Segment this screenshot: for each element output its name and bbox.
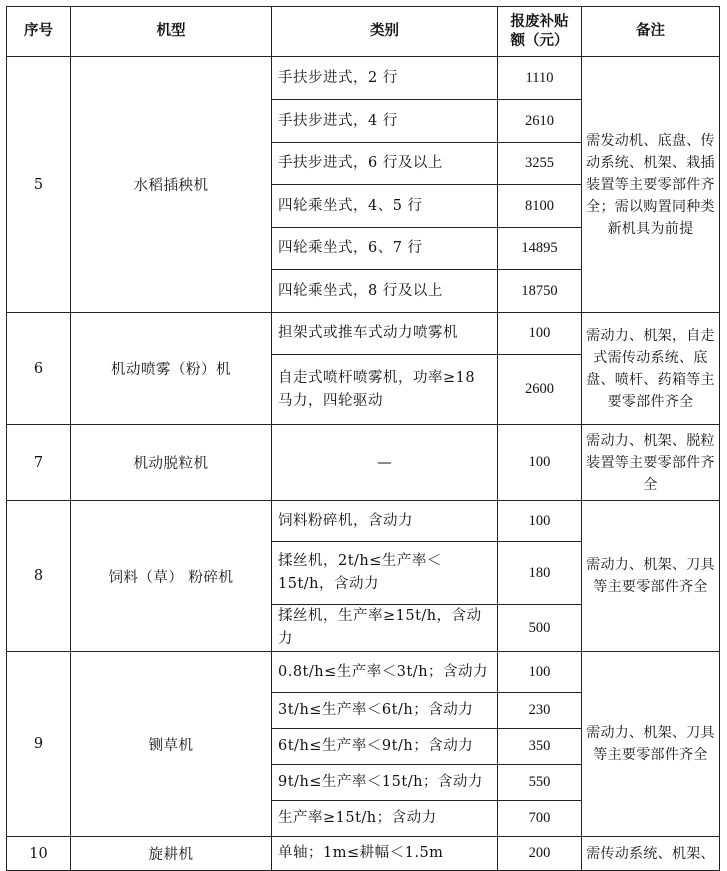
table-row bbox=[7, 425, 720, 501]
table-row bbox=[7, 501, 720, 542]
amount-cell: 100 bbox=[498, 501, 582, 542]
amount-cell: 100 bbox=[498, 313, 582, 355]
seq-cell: 7 bbox=[7, 425, 71, 501]
category-cell: 手扶步进式，6 行及以上 bbox=[272, 143, 498, 185]
remark-cell: 需动力、机架、刀具等主要零部件齐全 bbox=[582, 652, 720, 837]
amount-cell: 14895 bbox=[498, 228, 582, 270]
category-cell: 手扶步进式，2 行 bbox=[272, 57, 498, 100]
amount-cell: 18750 bbox=[498, 270, 582, 313]
header-subsidy: 报废补贴额（元） bbox=[498, 7, 582, 57]
amount-cell: 350 bbox=[498, 729, 582, 765]
model-cell: 铡草机 bbox=[71, 652, 272, 837]
header-seq: 序号 bbox=[7, 7, 71, 57]
amount-cell: 180 bbox=[498, 542, 582, 605]
category-cell: 3t/h≤生产率＜6t/h；含动力 bbox=[272, 693, 498, 729]
amount-cell: 500 bbox=[498, 605, 582, 652]
table-row bbox=[7, 837, 720, 871]
model-cell: 水稻插秧机 bbox=[71, 57, 272, 313]
remark-cell: 需传动系统、机架、 bbox=[582, 837, 720, 871]
category-cell: 单轴；1m≤耕幅＜1.5m bbox=[272, 837, 498, 871]
remark-cell: 需动力、机架、刀具等主要零部件齐全 bbox=[582, 501, 720, 652]
category-cell: 四轮乘坐式，4、5 行 bbox=[272, 185, 498, 228]
category-cell: 四轮乘坐式，6、7 行 bbox=[272, 228, 498, 270]
model-cell: 饲料（草） 粉碎机 bbox=[71, 501, 272, 652]
header-model: 机型 bbox=[71, 7, 272, 57]
amount-cell: 8100 bbox=[498, 185, 582, 228]
model-cell: 旋耕机 bbox=[71, 837, 272, 871]
remark-cell: 需动力、机架、脱粒装置等主要零部件齐全 bbox=[582, 425, 720, 501]
category-cell: 9t/h≤生产率＜15t/h；含动力 bbox=[272, 765, 498, 801]
amount-cell: 230 bbox=[498, 693, 582, 729]
category-cell: 四轮乘坐式，8 行及以上 bbox=[272, 270, 498, 313]
header-category: 类别 bbox=[272, 7, 498, 57]
model-cell: 机动脱粒机 bbox=[71, 425, 272, 501]
category-cell: 担架式或推车式动力喷雾机 bbox=[272, 313, 498, 355]
category-cell: 生产率≥15t/h；含动力 bbox=[272, 801, 498, 837]
category-cell: 揉丝机，2t/h≤生产率＜15t/h，含动力 bbox=[272, 542, 498, 605]
category-cell: 6t/h≤生产率＜9t/h；含动力 bbox=[272, 729, 498, 765]
category-cell: 手扶步进式，4 行 bbox=[272, 100, 498, 143]
subsidy-table bbox=[6, 6, 720, 871]
amount-cell: 200 bbox=[498, 837, 582, 871]
seq-cell: 9 bbox=[7, 652, 71, 837]
amount-cell: 100 bbox=[498, 652, 582, 693]
amount-cell: 2610 bbox=[498, 100, 582, 143]
seq-cell: 10 bbox=[7, 837, 71, 871]
amount-cell: 3255 bbox=[498, 143, 582, 185]
amount-cell: 700 bbox=[498, 801, 582, 837]
amount-cell: 100 bbox=[498, 425, 582, 501]
amount-cell: 1110 bbox=[498, 57, 582, 100]
seq-cell: 8 bbox=[7, 501, 71, 652]
header-remark: 备注 bbox=[582, 7, 720, 57]
remark-cell: 需动力、机架，自走式需传动系统、底盘、喷杆、药箱等主要零部件齐全 bbox=[582, 313, 720, 425]
category-cell: 揉丝机，生产率≥15t/h，含动力 bbox=[272, 605, 498, 652]
amount-cell: 2600 bbox=[498, 355, 582, 425]
remark-cell: 需发动机、底盘、传动系统、机架、栽插装置等主要零部件齐全；需以购置同种类新机具为前提 bbox=[582, 57, 720, 313]
table-row bbox=[7, 313, 720, 355]
seq-cell: 5 bbox=[7, 57, 71, 313]
category-cell: 自走式喷杆喷雾机，功率≥18 马力，四轮驱动 bbox=[272, 355, 498, 425]
amount-cell: 550 bbox=[498, 765, 582, 801]
category-cell: 0.8t/h≤生产率＜3t/h；含动力 bbox=[272, 652, 498, 693]
seq-cell: 6 bbox=[7, 313, 71, 425]
table-row bbox=[7, 652, 720, 693]
table-row bbox=[7, 57, 720, 100]
model-cell: 机动喷雾（粉）机 bbox=[71, 313, 272, 425]
category-cell: 饲料粉碎机，含动力 bbox=[272, 501, 498, 542]
header-row bbox=[7, 7, 720, 57]
category-cell: — bbox=[272, 425, 498, 501]
